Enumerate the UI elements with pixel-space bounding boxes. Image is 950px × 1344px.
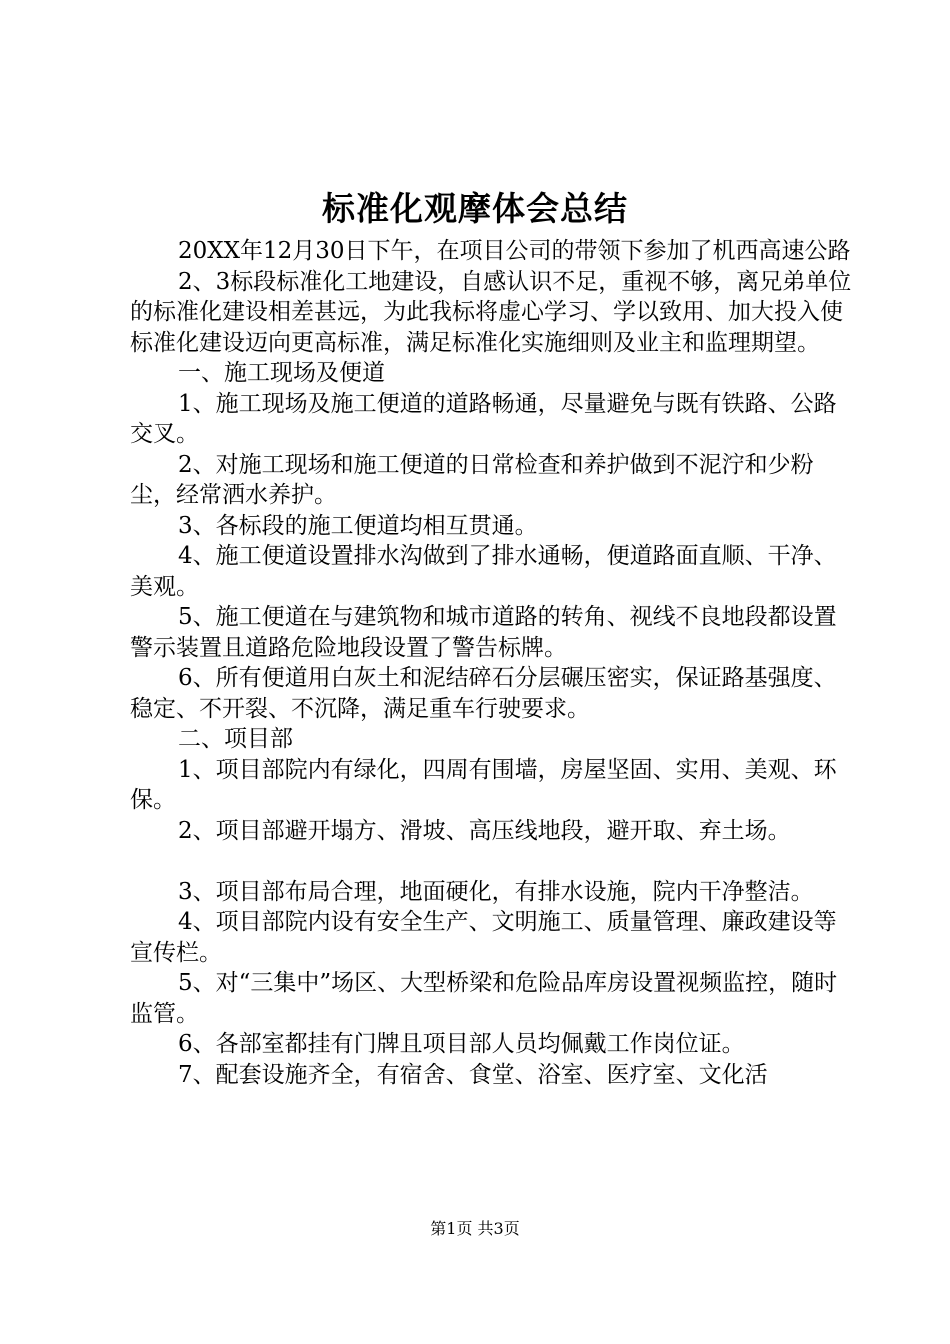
list-item: 7、配套设施齐全，有宿舍、食堂、浴室、医疗室、文化活 [178,1061,768,1088]
document-title: 标准化观摩体会总结 [322,189,628,228]
page-number-footer: 第1页 共3页 [430,1219,520,1238]
list-item: 2、对施工现场和施工便道的日常检查和养护做到不泥泞和少粉尘，经常洒水养护。 [130,451,814,508]
document-body [130,236,855,1090]
list-item: 3、各标段的施工便道均相互贯通。 [178,512,538,539]
section-heading-construction-site: 一、施工现场及便道 [178,360,385,386]
list-item: 1、施工现场及施工便道的道路畅通，尽量避免与既有铁路、公路交叉。 [130,390,837,447]
list-item: 4、施工便道设置排水沟做到了排水通畅，便道路面直顺、干净、美观。 [130,543,837,600]
list-item: 3、项目部布局合理，地面硬化，有排水设施，院内干净整洁。 [178,878,814,905]
list-item: 1、项目部院内有绿化，四周有围墙，房屋坚固、实用、美观、环保。 [130,756,837,813]
list-item: 5、对“三集中”场区、大型桥梁和危险品库房设置视频监控，随时监管。 [130,970,838,1027]
list-item: 2、项目部避开塌方、滑坡、高压线地段，避开取、弃土场。 [178,817,791,844]
section-heading-project-department: 二、项目部 [178,726,293,752]
paragraph-intro: 20XX年12月30日下午，在项目公司的带领下参加了机西高速公路 [178,238,851,264]
list-item: 6、各部室都挂有门牌且项目部人员均佩戴工作岗位证。 [178,1031,745,1057]
list-item: 6、所有便道用白灰土和泥结碎石分层碾压密实，保证路基强度、稳定、不开裂、不沉降，满足重车行驶要求。 [130,665,837,722]
blank-line [130,846,855,877]
paragraph-intro-continued: 2、3标段标准化工地建设，自感认识不足，重视不够，离兄弟单位的标准化建设相差甚远，为此我标将虚心学习、学以致用、加大投入使标准化建设迈向更高标准，满足标准化实施细则及业主和监理期望。 [130,268,852,356]
list-item: 5、施工便道在与建筑物和城市道路的转角、视线不良地段都设置警示装置且道路危险地段设置了警告标牌。 [130,604,837,661]
list-item: 4、项目部院内设有安全生产、文明施工、质量管理、廉政建设等宣传栏。 [130,909,837,966]
